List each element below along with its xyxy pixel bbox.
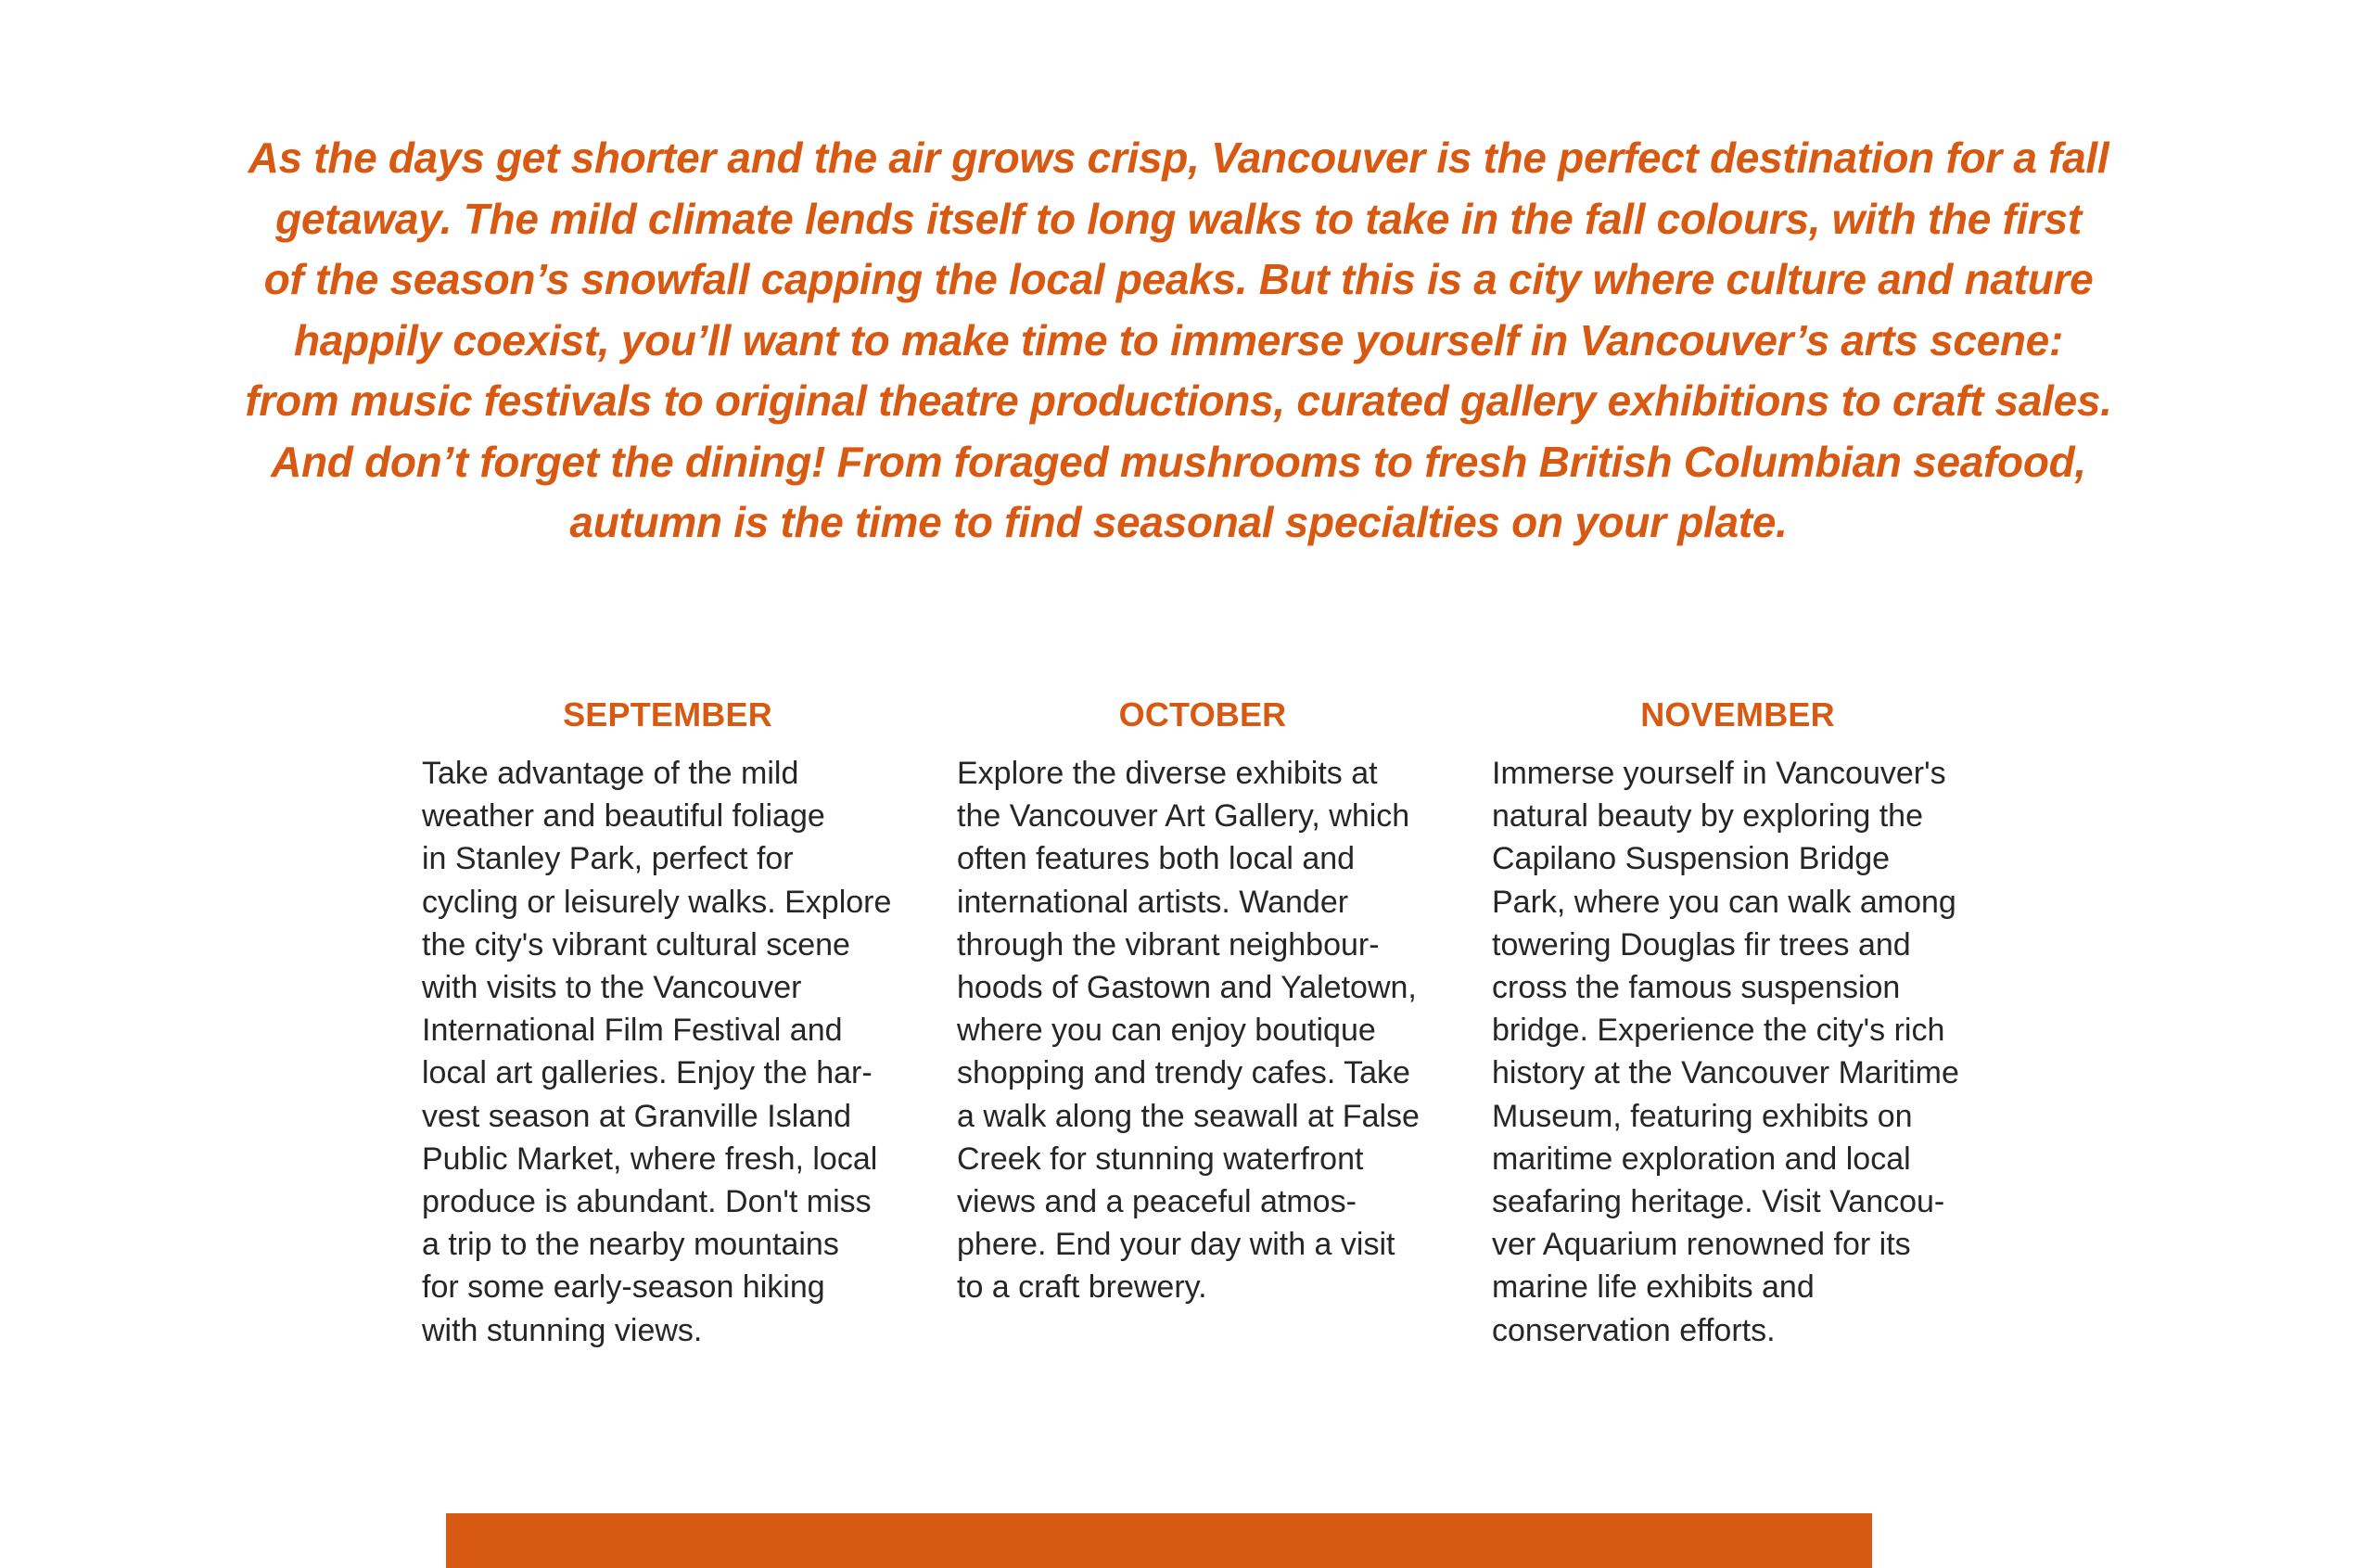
- month-column-november: [1492, 686, 1983, 1352]
- text-line: Creek for stunning waterfront: [957, 1141, 1364, 1177]
- text-line: marine life exhibits and: [1492, 1269, 1815, 1306]
- intro-line: getaway. The mild climate lends itself to long walks to take in the fall colours, with the first: [275, 194, 2082, 243]
- month-column-september: [422, 686, 913, 1352]
- footer-accent-bar: [446, 1513, 1872, 1568]
- text-line: towering Douglas fir trees and: [1492, 926, 1911, 962]
- text-line: weather and beautiful foliage: [422, 798, 825, 835]
- text-line: bridge. Experience the city's rich: [1492, 1013, 1945, 1049]
- text-line: Capilano Suspension Bridge: [1492, 841, 1891, 877]
- text-line: Public Market, where fresh, local: [422, 1141, 878, 1177]
- month-heading: NOVEMBER: [1640, 695, 1835, 733]
- text-line: the city's vibrant cultural scene: [422, 926, 850, 962]
- text-line: vest season at Granville Island: [422, 1098, 852, 1134]
- text-line: views and a peaceful atmos-: [957, 1184, 1357, 1220]
- text-line: ver Aquarium renowned for its: [1492, 1227, 1911, 1263]
- text-line: Park, where you can walk among: [1492, 884, 1956, 920]
- text-line: produce is abundant. Don't miss: [422, 1184, 872, 1220]
- month-heading: SEPTEMBER: [563, 695, 772, 733]
- intro-line: And don’t forget the dining! From foraged mushrooms to fresh British Columbian seafood,: [271, 437, 2086, 486]
- text-line: a walk along the seawall at False: [957, 1098, 1420, 1134]
- text-line: where you can enjoy boutique: [957, 1013, 1376, 1049]
- text-line: to a craft brewery.: [957, 1269, 1207, 1306]
- month-description: [422, 752, 913, 1352]
- text-line: Explore the diverse exhibits at: [957, 756, 1378, 791]
- text-line: a trip to the nearby mountains: [422, 1227, 839, 1263]
- text-line: natural beauty by exploring the: [1492, 798, 1923, 835]
- text-line: Museum, featuring exhibits on: [1492, 1098, 1913, 1134]
- text-line: with visits to the Vancouver: [422, 970, 802, 1006]
- text-line: International Film Festival and: [422, 1013, 843, 1049]
- text-line: cycling or leisurely walks. Explore: [422, 884, 892, 920]
- intro-line: from music festivals to original theatre productions, curated gallery exhibitions to craft sales.: [245, 376, 2112, 425]
- text-line: through the vibrant neighbour-: [957, 926, 1380, 962]
- intro-paragraph: [167, 128, 2190, 554]
- text-line: phere. End your day with a visit: [957, 1227, 1395, 1263]
- text-line: the Vancouver Art Gallery, which: [957, 798, 1410, 835]
- intro-line: of the season’s snowfall capping the local peaks. But this is a city where culture and nature: [263, 255, 2094, 303]
- text-line: with stunning views.: [422, 1312, 703, 1348]
- text-line: conservation efforts.: [1492, 1312, 1776, 1348]
- text-line: seafaring heritage. Visit Vancou-: [1492, 1184, 1945, 1220]
- text-line: history at the Vancouver Maritime: [1492, 1055, 1959, 1091]
- intro-line: As the days get shorter and the air grows crisp, Vancouver is the perfect destination for a fall: [248, 134, 2109, 182]
- month-column-october: [957, 686, 1448, 1309]
- text-line: hoods of Gastown and Yaletown,: [957, 970, 1417, 1006]
- intro-line: autumn is the time to find seasonal specialties on your plate.: [569, 498, 1788, 546]
- month-heading: OCTOBER: [1118, 695, 1287, 733]
- text-line: in Stanley Park, perfect for: [422, 841, 794, 877]
- text-line: shopping and trendy cafes. Take: [957, 1055, 1410, 1091]
- text-line: local art galleries. Enjoy the har-: [422, 1055, 873, 1091]
- text-line: maritime exploration and local: [1492, 1141, 1911, 1177]
- text-line: Take advantage of the mild: [422, 756, 799, 791]
- month-description: [957, 752, 1448, 1309]
- text-line: Immerse yourself in Vancouver's: [1492, 756, 1946, 791]
- text-line: for some early-season hiking: [422, 1269, 825, 1306]
- text-line: often features both local and: [957, 841, 1356, 877]
- text-line: international artists. Wander: [957, 884, 1349, 920]
- text-line: cross the famous suspension: [1492, 970, 1901, 1006]
- month-description: [1492, 752, 1983, 1352]
- intro-line: happily coexist, you’ll want to make time to immerse yourself in Vancouver’s arts scene:: [294, 315, 2063, 364]
